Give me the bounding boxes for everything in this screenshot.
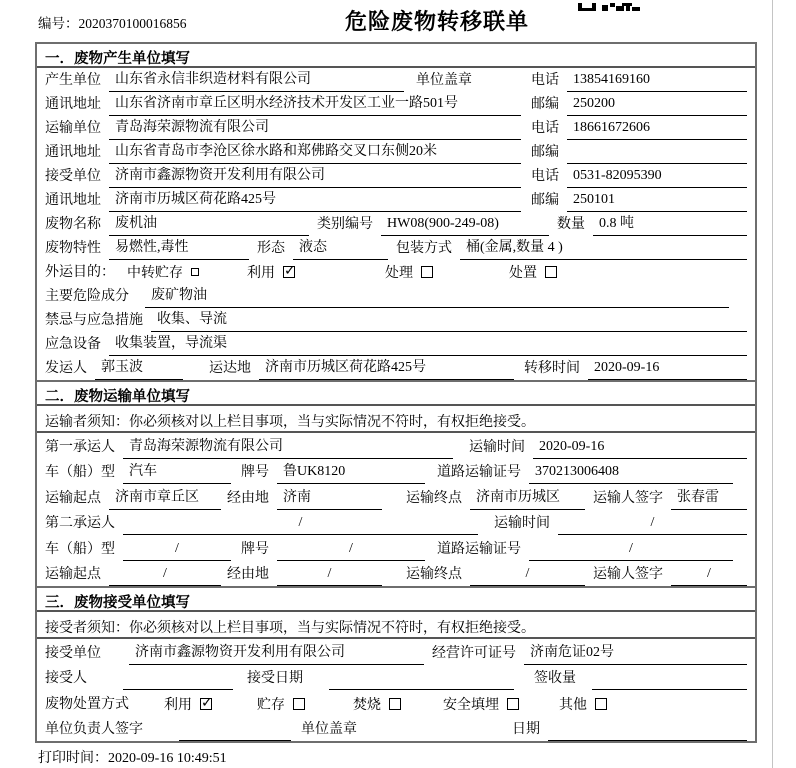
producer-address-value: 山东省济南市章丘区明水经济技术开发区工业一路501号: [109, 92, 521, 116]
category-label: 类别编号: [317, 217, 373, 232]
hazard-value: 废矿物油: [145, 284, 729, 308]
row-main-hazard: [37, 284, 755, 308]
carrier2-label: 第二承运人: [45, 516, 115, 531]
shipper-value: 郭玉波: [95, 356, 183, 380]
receiving-unit-value: 济南市鑫源物资开发利用有限公司: [129, 641, 424, 665]
vehicle1-value: 汽车: [123, 460, 231, 484]
endpoint1-value: 济南市历城区: [470, 486, 585, 510]
row-route1: [37, 484, 755, 510]
row-emergency-equipment: [37, 332, 755, 356]
producer-phone-value: 13854169160: [567, 72, 747, 92]
carrier1-value: 青岛海荣源物流有限公司: [123, 435, 453, 459]
transport-time1-value: 2020-09-16: [533, 439, 747, 459]
purpose-option-dispose: [509, 262, 557, 284]
received-qty-value: [592, 673, 747, 690]
row-receiving-unit: [37, 639, 755, 665]
via2-value: /: [277, 566, 382, 586]
transport-time2-value: /: [558, 515, 747, 535]
phone-label: 电话: [531, 121, 559, 136]
transfer-time-label: 转移时间: [524, 361, 580, 376]
vehicle2-value: /: [123, 541, 231, 561]
option-label: 处理: [385, 266, 413, 281]
via-label: 经由地: [227, 490, 269, 506]
responsible-sign-value: [179, 724, 291, 741]
address-label: 通讯地址: [45, 193, 101, 208]
equipment-value: 收集装置，导流渠: [109, 332, 747, 356]
manifest-table: [35, 42, 757, 743]
unit-seal-label: 单位盖章: [301, 722, 357, 737]
origin-label: 运输起点: [45, 567, 101, 582]
shipper-label: 发运人: [45, 361, 87, 376]
disposal-option-store: [257, 694, 305, 716]
waste-name-value: 废机油: [109, 212, 309, 236]
transporter-phone-value: 18661672606: [567, 120, 747, 140]
option-label: 其他: [559, 697, 587, 713]
print-time-label: 打印时间：: [38, 751, 108, 766]
permit-label: 道路运输证号: [437, 541, 521, 557]
via-label: 经由地: [227, 567, 269, 582]
row-purpose: [37, 260, 755, 284]
section-receiver: [35, 586, 757, 743]
postcode-label: 邮编: [531, 145, 559, 160]
packing-label: 包装方式: [396, 241, 452, 256]
transporter-value: 青岛海荣源物流有限公司: [109, 116, 521, 140]
producer-label: 产生单位: [45, 73, 101, 88]
endpoint-label: 运输终点: [406, 567, 462, 582]
option-label: 利用: [164, 697, 192, 713]
transport-time-label: 运输时间: [469, 439, 525, 455]
purpose-option-use: [247, 262, 295, 284]
transporter-notice: 运输者须知：你必须核对以上栏目事项，当与实际情况不符时，有权拒绝接受。: [37, 406, 755, 433]
seal-label: 单位盖章: [416, 73, 472, 88]
received-qty-label: 签收量: [534, 671, 576, 686]
accept-date-value: [329, 673, 514, 690]
carrier2-value: /: [123, 515, 478, 535]
print-time: [38, 747, 227, 767]
form-value: 液态: [293, 236, 388, 260]
checkbox-checked-icon: [283, 266, 295, 278]
checkbox-icon: [389, 698, 401, 710]
row-acceptor: [37, 665, 755, 691]
receiver-label: 接受单位: [45, 169, 101, 184]
permit1-value: 370213006408: [529, 464, 733, 484]
precaution-label: 禁忌与应急措施: [45, 313, 143, 328]
option-label: 贮存: [257, 697, 285, 713]
option-label: 焚烧: [353, 697, 381, 713]
origin-label: 运输起点: [45, 490, 101, 506]
endpoint2-value: /: [470, 566, 585, 586]
row-precaution: [37, 308, 755, 332]
row-waste-traits: [37, 236, 755, 260]
option-label: 利用: [247, 266, 275, 281]
plate-label: 牌号: [241, 465, 269, 480]
receiver-address-value: 济南市历城区荷花路425号: [109, 188, 521, 212]
destination-value: 济南市历城区荷花路425号: [259, 356, 514, 380]
qty-value: 0.8 吨: [593, 212, 747, 236]
disposal-label: 废物处置方式: [45, 696, 129, 712]
origin1-value: 济南市章丘区: [109, 486, 221, 510]
disposal-option-other: [559, 694, 607, 716]
option-label: 中转贮存: [127, 266, 183, 281]
phone-label: 电话: [531, 169, 559, 184]
acceptor-value: [123, 673, 233, 690]
via1-value: 济南: [277, 486, 382, 510]
transfer-time-value: 2020-09-16: [588, 360, 747, 380]
phone-label: 电话: [531, 73, 559, 88]
row-responsible-signature: [37, 716, 755, 742]
print-time-value: 2020-09-16 10:49:51: [108, 751, 227, 766]
destination-label: 运达地: [209, 361, 251, 376]
row-waste-name: [37, 212, 755, 236]
purpose-option-treat: [385, 262, 433, 284]
row-receiver: [37, 164, 755, 188]
producer-value: 山东省永信非织造材料有限公司: [109, 68, 404, 92]
receiving-unit-label: 接受单位: [45, 645, 101, 661]
section3-title: 三．废物接受单位填写: [37, 588, 755, 612]
vehicle-type-label: 车（船）型: [45, 541, 115, 557]
row-disposal-method: [37, 690, 755, 716]
row-vehicle1: [37, 459, 755, 485]
disposal-option-landfill: [443, 694, 519, 716]
plate1-value: 鲁UK8120: [277, 460, 425, 484]
checkbox-icon: [595, 698, 607, 710]
section-producer: [35, 42, 757, 382]
transport-time-label: 运输时间: [494, 516, 550, 531]
address-label: 通讯地址: [45, 97, 101, 112]
qty-label: 数量: [557, 217, 585, 232]
row-producer-address: [37, 92, 755, 116]
postcode-label: 邮编: [531, 97, 559, 112]
purpose-option-transfer-storage: [127, 262, 199, 284]
license-label: 经营许可证号: [432, 645, 516, 661]
checkbox-icon: [293, 698, 305, 710]
section2-title: 二．废物运输单位填写: [37, 382, 755, 406]
serial-value: 2020370100016856: [78, 16, 187, 31]
carrier-sign2-value: /: [671, 566, 747, 586]
row-route2: [37, 561, 755, 587]
receiver-phone-value: 0531-82095390: [567, 168, 747, 188]
waste-name-label: 废物名称: [45, 217, 101, 232]
plate-label: 牌号: [241, 541, 269, 557]
option-label: 安全填埋: [443, 697, 499, 713]
endpoint-label: 运输终点: [406, 490, 462, 506]
plate2-value: /: [277, 541, 425, 561]
accept-date-label: 接受日期: [247, 671, 303, 686]
disposal-option-use: [164, 694, 212, 716]
row-transporter: [37, 116, 755, 140]
checkbox-icon: [507, 698, 519, 710]
hazard-label: 主要危险成分: [45, 289, 129, 304]
category-value: HW08(900-249-08): [381, 216, 549, 236]
packing-value: 桶(金属,数量 4 ): [460, 236, 747, 260]
row-vehicle2: [37, 535, 755, 561]
carrier-sign-label: 运输人签字: [593, 490, 663, 506]
section-transporter: [35, 380, 757, 588]
page-title: 危险废物转移联单: [344, 9, 529, 34]
responsible-sign-label: 单位负责人签字: [45, 722, 143, 737]
carrier1-label: 第一承运人: [45, 439, 115, 455]
transporter-postcode-value: [567, 147, 747, 164]
checkbox-checked-icon: [200, 698, 212, 710]
checkbox-icon: [545, 266, 557, 278]
seal-date-value: [548, 724, 747, 741]
disposal-option-incinerate: [353, 694, 401, 716]
carrier-sign1-value: 张春雷: [671, 486, 747, 510]
transporter-address-value: 山东省青岛市李沧区徐水路和郑佛路交叉口东侧20米: [109, 140, 521, 164]
section1-title: 一．废物产生单位填写: [37, 44, 755, 68]
origin2-value: /: [109, 566, 221, 586]
option-label: 处置: [509, 266, 537, 281]
address-label: 通讯地址: [45, 145, 101, 160]
license-value: 济南危证02号: [524, 641, 747, 665]
page-edge-line: [772, 0, 773, 768]
qr-code-fragment: [578, 3, 640, 11]
row-carrier1: [37, 433, 755, 459]
seal-date-label: 日期: [512, 722, 540, 737]
row-receiver-address: [37, 188, 755, 212]
checkbox-icon: [191, 268, 199, 276]
qr-code-icon: [578, 0, 640, 16]
serial-label: 编号：: [38, 16, 79, 31]
postcode-label: 邮编: [531, 193, 559, 208]
row-transporter-address: [37, 140, 755, 164]
row-carrier2: [37, 510, 755, 536]
permit-label: 道路运输证号: [437, 465, 521, 480]
row-shipper: [37, 356, 755, 380]
receiver-postcode-value: 250101: [567, 192, 747, 212]
precaution-value: 收集、导流: [151, 308, 747, 332]
acceptor-label: 接受人: [45, 671, 87, 686]
vehicle-type-label: 车（船）型: [45, 465, 115, 480]
receiver-notice: 接受者须知：你必须核对以上栏目事项，当与实际情况不符时，有权拒绝接受。: [37, 612, 755, 639]
permit2-value: /: [529, 541, 733, 561]
traits-label: 废物特性: [45, 241, 101, 256]
receiver-value: 济南市鑫源物资开发利用有限公司: [109, 164, 521, 188]
transporter-label: 运输单位: [45, 121, 101, 136]
checkbox-icon: [421, 266, 433, 278]
form-label: 形态: [257, 241, 285, 256]
carrier-sign-label: 运输人签字: [593, 567, 663, 582]
row-producer: [37, 68, 755, 92]
equipment-label: 应急设备: [45, 337, 101, 352]
traits-value: 易燃性,毒性: [109, 236, 249, 260]
purpose-label: 外运目的：: [45, 265, 115, 280]
producer-postcode-value: 250200: [567, 96, 747, 116]
